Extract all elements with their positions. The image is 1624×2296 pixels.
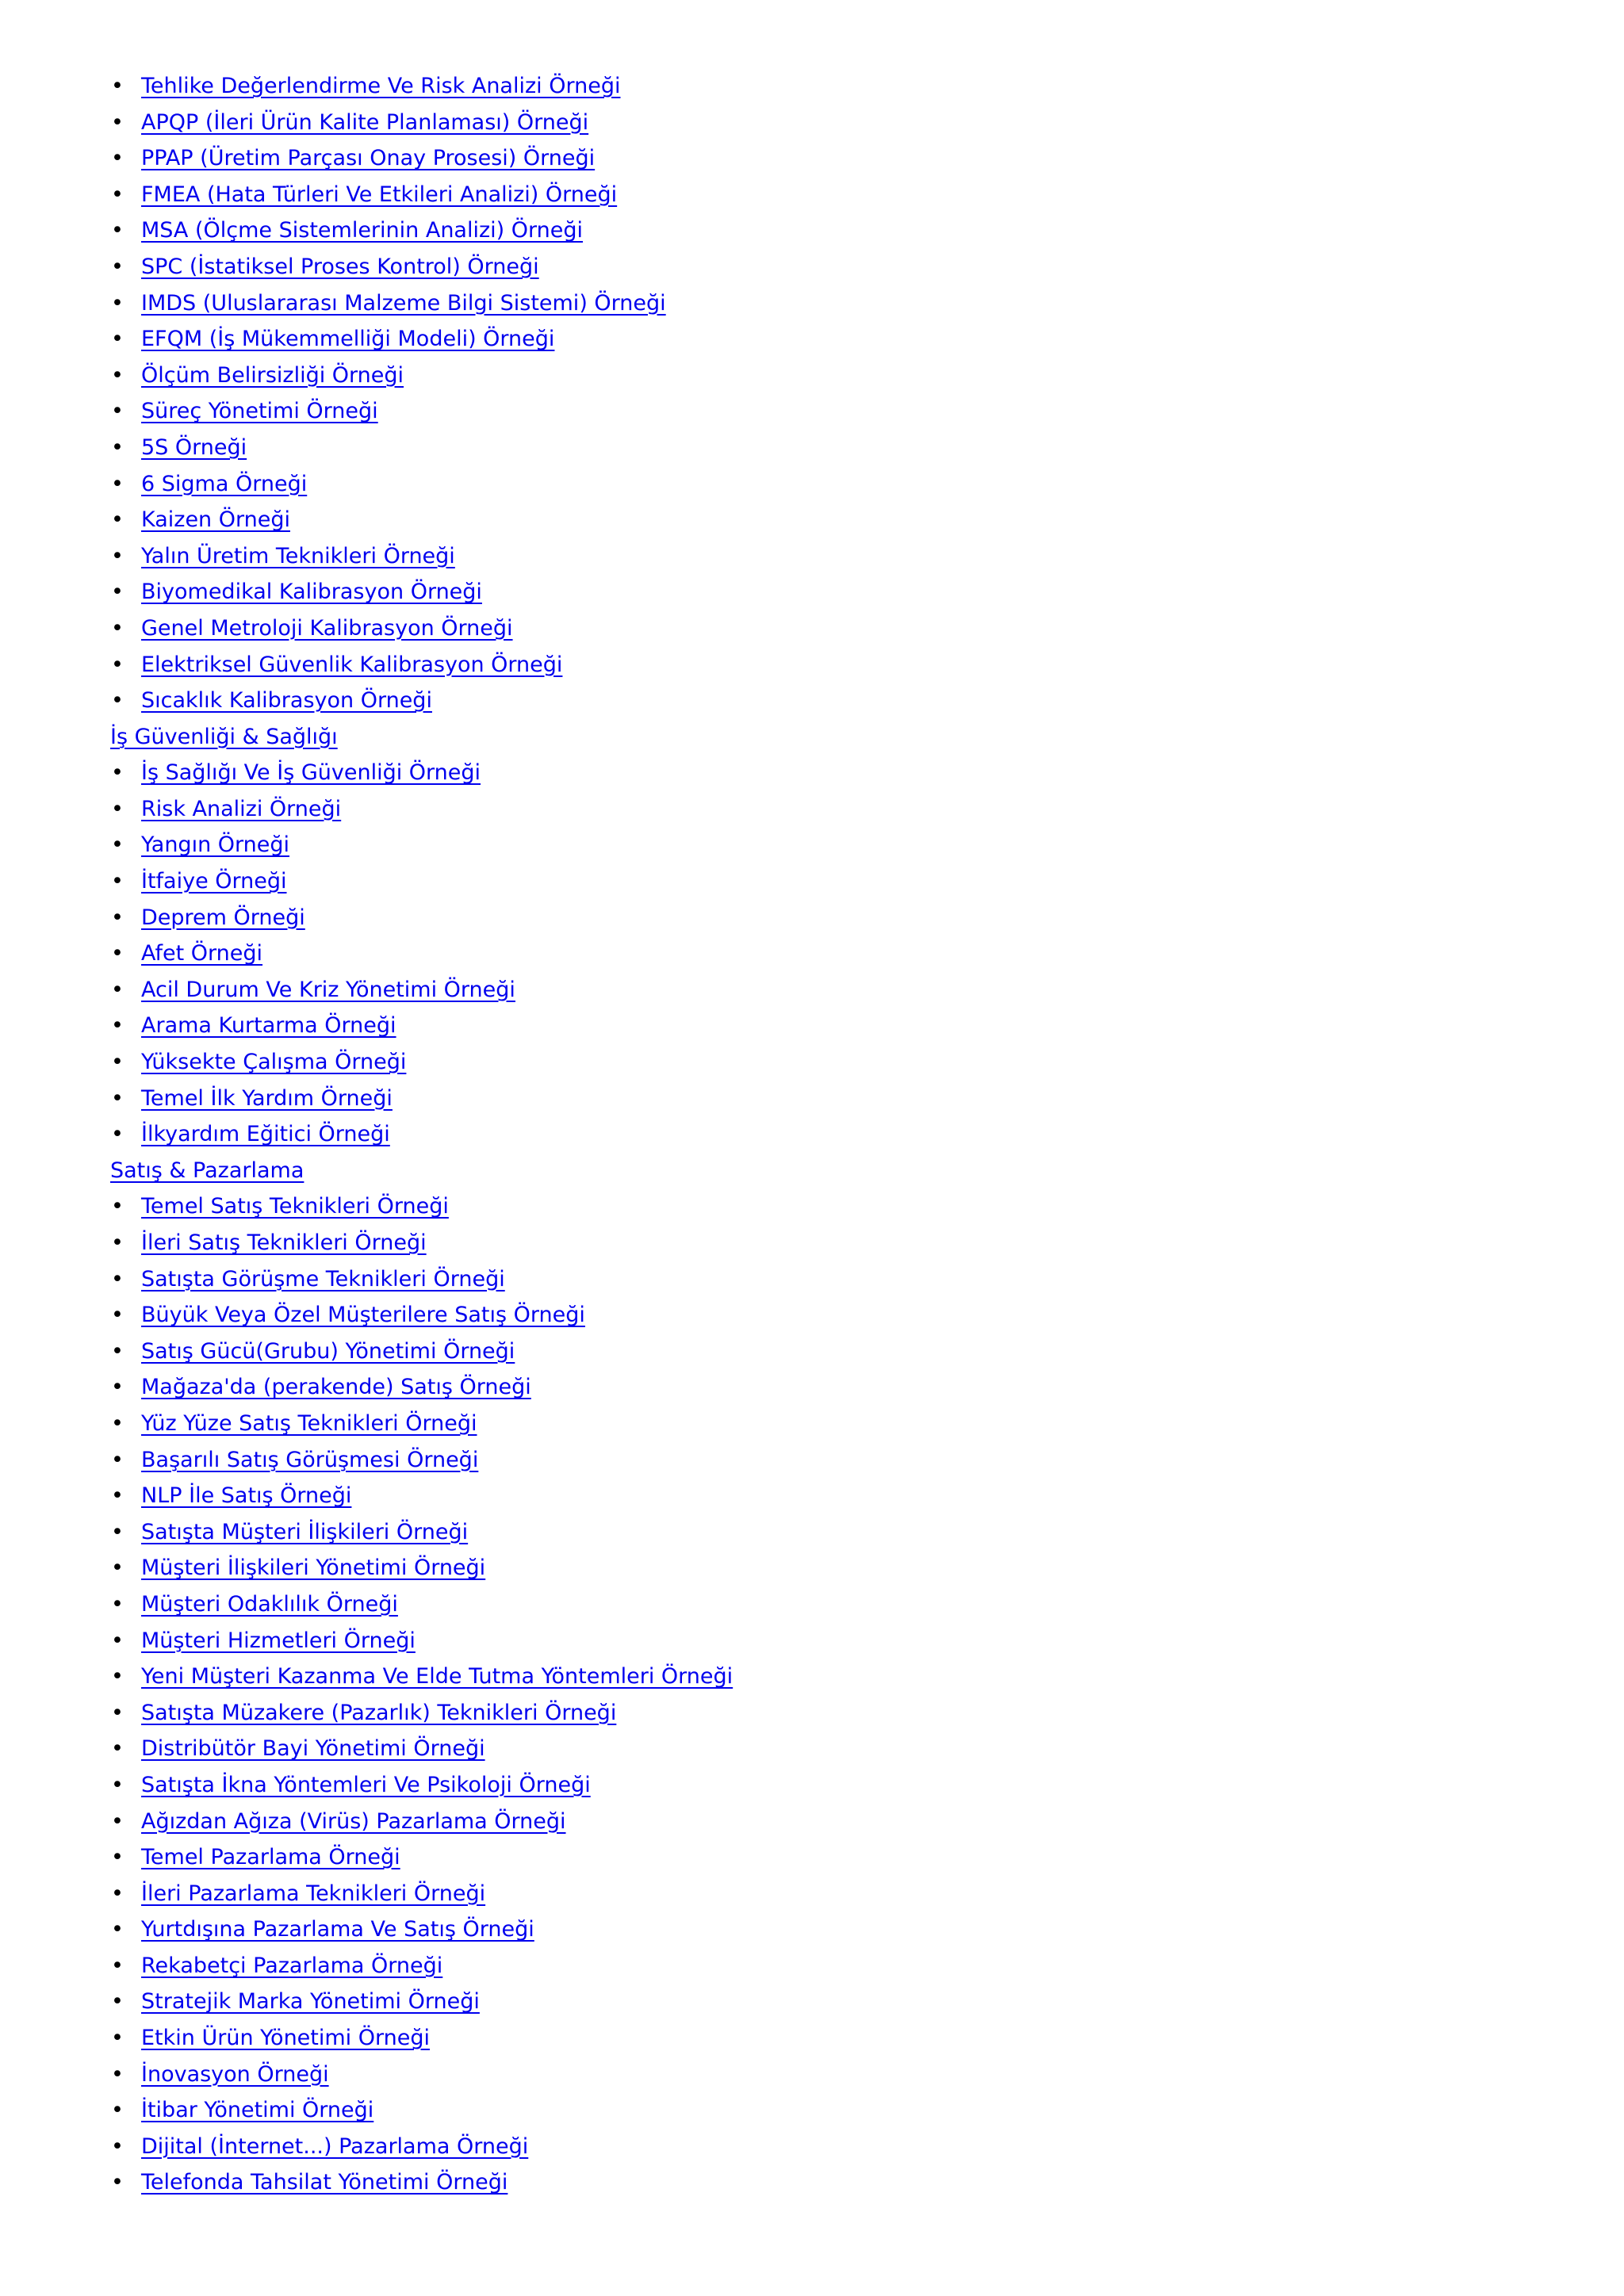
bullet-icon: • <box>111 1519 124 1544</box>
list-item-link[interactable]: Rekabetçi Pazarlama Örneği <box>141 1953 443 1978</box>
bullet-icon: • <box>111 2098 124 2123</box>
bullet-icon: • <box>111 615 124 641</box>
list-item-link[interactable]: PPAP (Üretim Parçası Onay Prosesi) Örneği <box>141 146 596 171</box>
bullet-icon: • <box>111 869 124 894</box>
list-item-link[interactable]: Büyük Veya Özel Müşterilere Satış Örneği <box>141 1303 585 1328</box>
bullet-icon: • <box>111 760 124 786</box>
list-item-link[interactable]: Mağaza'da (perakende) Satış Örneği <box>141 1375 531 1400</box>
list-item <box>0 140 1624 177</box>
list-item <box>0 1586 1624 1623</box>
list-item-link[interactable]: Temel İlk Yardım Örneği <box>141 1085 393 1111</box>
bullet-icon: • <box>111 434 124 460</box>
list-item-link[interactable]: Süreç Yönetimi Örneği <box>141 399 378 424</box>
list-item-link[interactable]: IMDS (Uluslararası Malzeme Bilgi Sistemi) Örneği <box>141 290 666 316</box>
list-item <box>0 936 1624 972</box>
bullet-icon: • <box>111 1989 124 2015</box>
list-item <box>0 1008 1624 1044</box>
bullet-icon: • <box>111 1591 124 1617</box>
bullet-icon: • <box>111 1410 124 1436</box>
list-item <box>0 1876 1624 1912</box>
list-item-link[interactable]: Ağızdan Ağıza (Virüs) Pazarlama Örneği <box>141 1808 566 1834</box>
list-item-link[interactable]: İlkyardım Eğitici Örneği <box>141 1122 390 1147</box>
list-item-link[interactable]: Elektriksel Güvenlik Kalibrasyon Örneği <box>141 652 563 677</box>
bullet-icon: • <box>111 652 124 677</box>
list-item <box>0 1659 1624 1695</box>
bullet-icon: • <box>111 1194 124 1219</box>
list-item <box>0 212 1624 249</box>
bullet-icon: • <box>111 1266 124 1292</box>
list-item <box>0 1984 1624 2020</box>
list-item <box>0 647 1624 683</box>
bullet-icon: • <box>111 1772 124 1797</box>
bullet-icon: • <box>111 688 124 714</box>
bullet-icon: • <box>111 507 124 533</box>
list-item-link[interactable]: Başarılı Satış Görüşmesi Örneği <box>141 1447 479 1472</box>
list-item-link[interactable]: MSA (Ölçme Sistemlerinin Analizi) Örneği <box>141 218 584 243</box>
list-item <box>0 1369 1624 1406</box>
bullet-icon: • <box>111 362 124 388</box>
list-item <box>0 2020 1624 2057</box>
list-item-link[interactable]: FMEA (Hata Türleri Ve Etkileri Analizi) Örneği <box>141 182 618 207</box>
bullet-icon: • <box>111 1664 124 1689</box>
list-item <box>0 538 1624 575</box>
link-list <box>0 68 1624 2201</box>
list-item-link[interactable]: Satışta İkna Yöntemleri Ve Psikoloji Örneği <box>141 1772 591 1797</box>
bullet-icon: • <box>111 1122 124 1147</box>
list-item-link[interactable]: Arama Kurtarma Örneği <box>141 1013 396 1039</box>
bullet-icon: • <box>111 796 124 821</box>
list-item-link[interactable]: İnovasyon Örneği <box>141 2061 329 2087</box>
bullet-icon: • <box>111 1447 124 1472</box>
list-item-link[interactable]: İtibar Yönetimi Örneği <box>141 2098 374 2123</box>
bullet-icon: • <box>111 74 124 98</box>
bullet-icon: • <box>111 1230 124 1255</box>
list-item-link[interactable]: Ölçüm Belirsizliği Örneği <box>141 362 404 388</box>
bullet-icon: • <box>111 1050 124 1075</box>
bullet-icon: • <box>111 2061 124 2087</box>
list-item <box>0 249 1624 285</box>
list-item <box>0 755 1624 791</box>
list-item <box>0 900 1624 936</box>
bullet-icon: • <box>111 1845 124 1870</box>
list-item <box>0 2129 1624 2165</box>
list-item-link[interactable]: Temel Pazarlama Örneği <box>141 1845 400 1870</box>
list-item <box>0 1442 1624 1479</box>
list-item-link[interactable]: İş Sağlığı Ve İş Güvenliği Örneği <box>141 760 481 786</box>
bullet-icon: • <box>111 832 124 858</box>
bullet-icon: • <box>111 1303 124 1328</box>
list-item <box>0 358 1624 394</box>
bullet-icon: • <box>111 977 124 1002</box>
list-item-link[interactable]: Satışta Müzakere (Pazarlık) Teknikleri Örneği <box>141 1700 617 1725</box>
bullet-icon: • <box>111 1085 124 1111</box>
list-item-link[interactable]: Yalın Üretim Teknikleri Örneği <box>141 543 455 568</box>
list-item-link[interactable]: Acil Durum Ve Kriz Yönetimi Örneği <box>141 977 515 1002</box>
bullet-icon: • <box>111 2026 124 2051</box>
bullet-icon: • <box>111 109 124 135</box>
list-item-link[interactable]: Kaizen Örneği <box>141 507 290 533</box>
list-item-link[interactable]: Risk Analizi Örneği <box>141 796 342 821</box>
bullet-icon: • <box>111 1338 124 1364</box>
list-item-link[interactable]: Yüksekte Çalışma Örneği <box>141 1050 407 1075</box>
list-item-link[interactable]: Yangın Örneği <box>141 832 290 858</box>
list-item <box>0 1948 1624 1984</box>
list-item <box>0 285 1624 322</box>
list-item-link[interactable]: Yurtdışına Pazarlama Ve Satış Örneği <box>141 1917 534 1942</box>
list-item <box>0 1623 1624 1659</box>
bullet-icon: • <box>111 146 124 171</box>
list-item-link[interactable]: Temel Satış Teknikleri Örneği <box>141 1194 449 1219</box>
list-item-link[interactable]: Distribütör Bayi Yönetimi Örneği <box>141 1736 485 1762</box>
list-item <box>0 827 1624 863</box>
bullet-icon: • <box>111 1013 124 1039</box>
list-item <box>0 1406 1624 1442</box>
list-item-link[interactable]: Afet Örneği <box>141 941 263 966</box>
list-item <box>0 321 1624 358</box>
list-item-link[interactable]: Stratejik Marka Yönetimi Örneği <box>141 1989 480 2015</box>
list-item-link[interactable]: Müşteri Hizmetleri Örneği <box>141 1628 416 1653</box>
bullet-icon: • <box>111 1483 124 1509</box>
list-item-link[interactable]: İleri Satış Teknikleri Örneği <box>141 1230 427 1255</box>
list-item-link[interactable]: Biyomedikal Kalibrasyon Örneği <box>141 580 482 605</box>
list-item <box>0 574 1624 610</box>
list-item <box>0 2164 1624 2201</box>
list-item-link[interactable]: Yüz Yüze Satış Teknikleri Örneği <box>141 1410 477 1436</box>
list-item <box>0 1767 1624 1804</box>
list-item <box>0 610 1624 647</box>
bullet-icon: • <box>111 1808 124 1834</box>
list-item <box>0 1839 1624 1876</box>
list-item-link[interactable]: Sıcaklık Kalibrasyon Örneği <box>141 688 432 714</box>
list-item-link[interactable]: Etkin Ürün Yönetimi Örneği <box>141 2026 431 2051</box>
list-item-link[interactable]: Müşteri İlişkileri Yönetimi Örneği <box>141 1556 486 1581</box>
bullet-icon: • <box>111 580 124 605</box>
list-item-link[interactable]: İtfaiye Örneği <box>141 869 287 894</box>
bullet-icon: • <box>111 905 124 930</box>
list-item-link[interactable]: APQP (İleri Ürün Kalite Planlaması) Örneği <box>141 109 589 135</box>
list-item <box>0 177 1624 213</box>
list-item-link[interactable]: Tehlike Değerlendirme Ve Risk Analizi Örneği <box>141 74 621 98</box>
section-heading <box>0 719 1624 756</box>
bullet-icon: • <box>111 941 124 966</box>
list-item <box>0 393 1624 430</box>
list-item-link[interactable]: 5S Örneği <box>141 434 247 460</box>
list-item <box>0 68 1624 105</box>
list-item-link[interactable]: Yeni Müşteri Kazanma Ve Elde Tutma Yöntemleri Örneği <box>141 1664 733 1689</box>
list-item-link[interactable]: Satışta Görüşme Teknikleri Örneği <box>141 1266 505 1292</box>
bullet-icon: • <box>111 1953 124 1978</box>
list-item <box>0 466 1624 503</box>
bullet-icon: • <box>111 1556 124 1581</box>
bullet-icon: • <box>111 1700 124 1725</box>
bullet-icon: • <box>111 1736 124 1762</box>
bullet-icon: • <box>111 290 124 316</box>
list-item-link[interactable]: Müşteri Odaklılık Örneği <box>141 1591 398 1617</box>
section-heading-link[interactable]: Satış & Pazarlama <box>110 1158 304 1183</box>
list-item-link[interactable]: İleri Pazarlama Teknikleri Örneği <box>141 1881 486 1906</box>
list-item <box>0 2057 1624 2093</box>
list-item <box>0 1695 1624 1732</box>
bullet-icon: • <box>111 1881 124 1906</box>
list-item <box>0 863 1624 900</box>
list-item <box>0 972 1624 1008</box>
list-item <box>0 1514 1624 1551</box>
section-heading-link[interactable]: İş Güvenliği & Sağlığı <box>110 724 338 749</box>
bullet-icon: • <box>111 2133 124 2159</box>
list-item-link[interactable]: Satış Gücü(Grubu) Yönetimi Örneği <box>141 1338 515 1364</box>
list-item <box>0 105 1624 141</box>
list-item <box>0 1478 1624 1514</box>
bullet-icon: • <box>111 471 124 496</box>
bullet-icon: • <box>111 2170 124 2195</box>
list-item <box>0 1225 1624 1261</box>
list-item-link[interactable]: Satışta Müşteri İlişkileri Örneği <box>141 1519 469 1544</box>
bullet-icon: • <box>111 182 124 207</box>
list-item <box>0 1550 1624 1586</box>
section-heading <box>0 1153 1624 1189</box>
list-item <box>0 1911 1624 1948</box>
bullet-icon: • <box>111 1375 124 1400</box>
list-item <box>0 1297 1624 1334</box>
list-item <box>0 791 1624 828</box>
list-item-link[interactable]: NLP İle Satış Örneği <box>141 1483 352 1509</box>
bullet-icon: • <box>111 327 124 352</box>
bullet-icon: • <box>111 254 124 279</box>
list-item-link[interactable]: Genel Metroloji Kalibrasyon Örneği <box>141 615 513 641</box>
list-item <box>0 1731 1624 1767</box>
list-item <box>0 2092 1624 2129</box>
bullet-icon: • <box>111 543 124 568</box>
list-item <box>0 1804 1624 1840</box>
document-page <box>0 68 1624 2201</box>
list-item-link[interactable]: SPC (İstatiksel Proses Kontrol) Örneği <box>141 254 539 279</box>
bullet-icon: • <box>111 218 124 243</box>
list-item-link[interactable]: EFQM (İş Mükemmelliği Modeli) Örneği <box>141 327 555 352</box>
list-item <box>0 1116 1624 1153</box>
list-item <box>0 502 1624 538</box>
list-item <box>0 683 1624 719</box>
list-item-link[interactable]: Deprem Örneği <box>141 905 305 930</box>
list-item <box>0 1261 1624 1298</box>
list-item <box>0 1188 1624 1225</box>
list-item <box>0 1334 1624 1370</box>
bullet-icon: • <box>111 399 124 424</box>
list-item-link[interactable]: 6 Sigma Örneği <box>141 471 308 496</box>
list-item <box>0 1081 1624 1117</box>
list-item <box>0 430 1624 466</box>
list-item-link[interactable]: Dijital (İnternet...) Pazarlama Örneği <box>141 2133 529 2159</box>
list-item-link[interactable]: Telefonda Tahsilat Yönetimi Örneği <box>141 2170 508 2195</box>
bullet-icon: • <box>111 1628 124 1653</box>
list-item <box>0 1044 1624 1081</box>
bullet-icon: • <box>111 1917 124 1942</box>
